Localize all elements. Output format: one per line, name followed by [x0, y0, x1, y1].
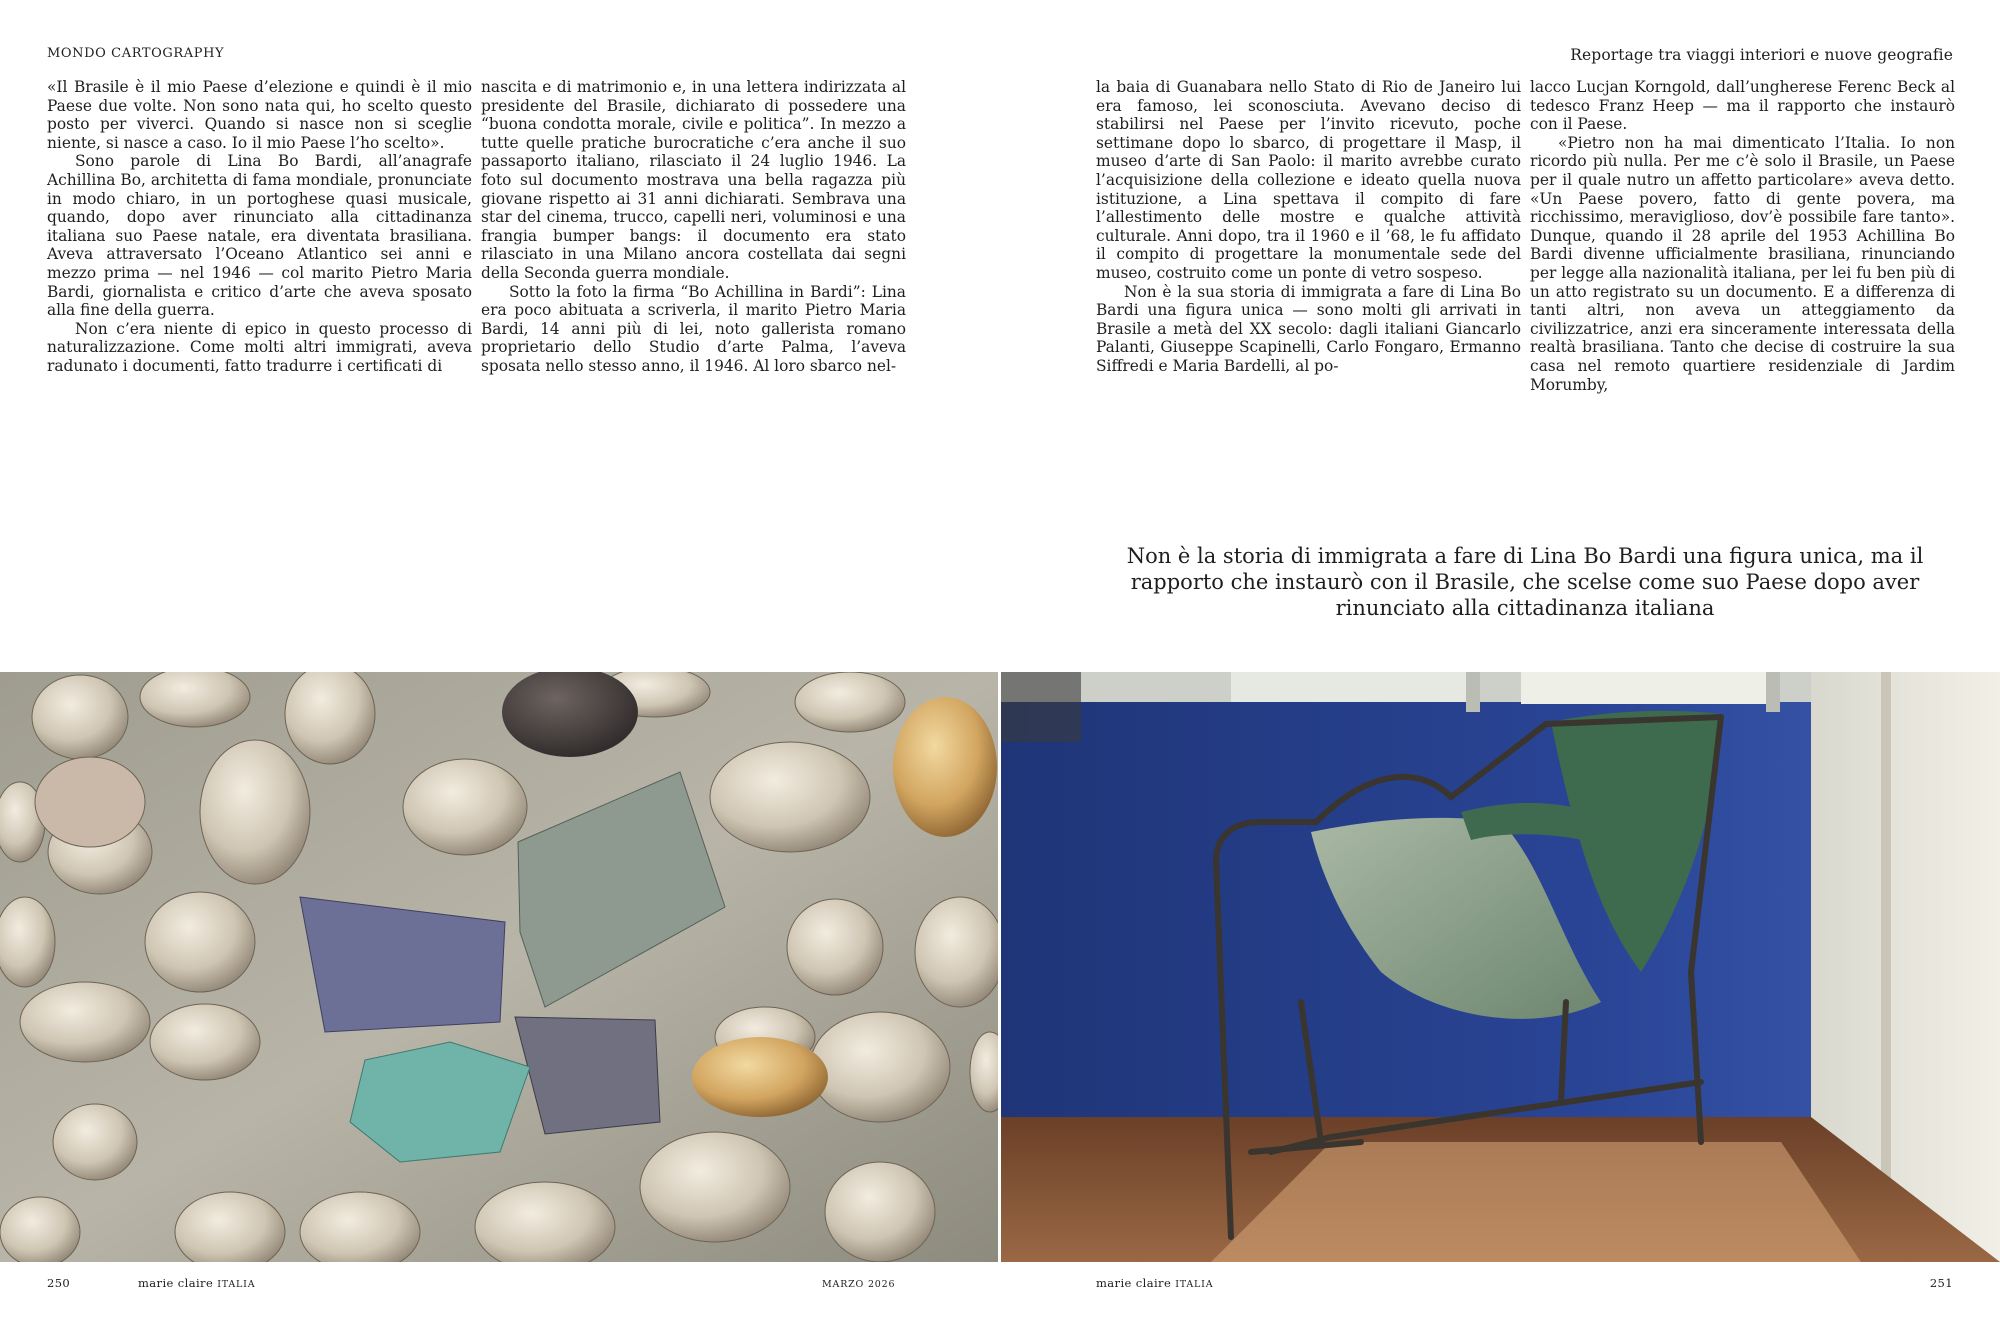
text-column-1	[47, 78, 472, 376]
paragraph: Sono parole di Lina Bo Bardi, all’anagrafe Achillina Bo, architetta di fama mondiale, pronunciate in modo chiaro, in un portoghese quasi musicale, quando, dopo aver rinunciato alla cittadinanza italiana suo Paese natale, era diventata brasiliana. Aveva attraversato l’Oceano Atlantico sei anni e mezzo prima — nel 1946 — col marito Pietro Maria Bardi, giornalista e critico d’arte che aveva sposato alla fine della guerra.	[47, 152, 472, 320]
magazine-edition: ITALIA	[217, 1279, 256, 1290]
paragraph: Sotto la foto la firma “Bo Achillina in Bardi”: Lina era poco abituata a scriverla, il marito Pietro Maria Bardi, 14 anni più di lei, noto gallerista romano proprietario dello Studio d’arte Palma, l’aveva sposata nello stesso anno, il 1946. Al loro sbarco nel-	[481, 282, 906, 375]
page-number-right: 251	[1929, 1276, 1953, 1290]
issue-date-text: MARZO 2026	[822, 1279, 896, 1290]
text-column-4	[1530, 78, 1955, 394]
paragraph: la baia di Guanabara nello Stato di Rio de Janeiro lui era famoso, lei sconosciuta. Avevano deciso di stabilirsi nel Paese per l’invito ricevuto, poche settimane dopo lo sbarco, di progettare il Masp, il museo d’arte di San Paolo: il marito avrebbe curato l’acquisizione della collezione e ideato quella nuova istituzione, a Lina spettava il compito di fare l’allestimento delle mostre e qualche attività culturale. Anni dopo, tra il 1960 e il ’68, le fu affidato il compito di progettare la monumentale sede del museo, costruito come un ponte di vetro sospeso.	[1096, 78, 1521, 282]
photo-pebbles-tiles	[0, 672, 998, 1262]
paragraph: «Il Brasile è il mio Paese d’elezione e quindi è il mio Paese due volte. Non sono nata qui, ho scelto questo posto per viverci. Quando si nasce non si sceglie niente, si nasce a caso. Io il mio Paese l’ho scelto».	[47, 78, 472, 152]
issue-date	[822, 1276, 895, 1290]
magazine-name: marie claire	[1096, 1276, 1172, 1290]
paragraph: Non è la sua storia di immigrata a fare di Lina Bo Bardi una figura unica — sono molti gli arrivati in Brasile a metà del XX secolo: dagli italiani Giancarlo Palanti, Giuseppe Scapinelli, Carlo Fongaro, Ermanno Siffredi e Maria Bardelli, al po-	[1096, 282, 1521, 375]
paragraph: Non c’era niente di epico in questo processo di naturalizzazione. Come molti altri immigrati, aveva radunato i documenti, fatto tradurre i certificati di	[47, 319, 472, 375]
pull-quote: Non è la storia di immigrata a fare di Lina Bo Bardi una figura unica, ma il rapporto che instaurò con il Brasile, che scelse come suo Paese dopo aver rinunciato alla cittadinanza italiana	[1126, 544, 1924, 620]
magazine-edition: ITALIA	[1175, 1279, 1214, 1290]
running-subtitle: Reportage tra viaggi interiori e nuove geografie	[1570, 46, 1953, 64]
magazine-name-left	[138, 1276, 255, 1290]
paragraph: lacco Lucjan Korngold, dall’ungherese Ferenc Beck al tedesco Franz Heep — ma il rapporto che instaurò con il Paese.	[1530, 78, 1955, 134]
text-column-3	[1096, 78, 1521, 376]
text-column-2	[481, 78, 906, 376]
photo-bo-bardi-chair	[1001, 672, 2000, 1262]
magazine-name-right	[1096, 1276, 1213, 1290]
page-number-left: 250	[47, 1276, 71, 1290]
paragraph: «Pietro non ha mai dimenticato l’Italia. Io non ricordo più nulla. Per me c’è solo il Brasile, un Paese per il quale nutro un affetto particolare» aveva detto. «Un Paese povero, fatto di gente povera, ma ricchissimo, meraviglioso, dov’è possibile fare tanto». Dunque, quando il 28 aprile del 1953 Achillina Bo Bardi divenne ufficialmente brasiliana, rinunciando per legge alla nazionalità italiana, per lei fu ben più di un atto registrato su un documento. E a differenza di tanti altri, non aveva un atteggiamento da civilizzatrice, anzi era sinceramente interessata della realtà brasiliana. Tanto che decise di costruire la sua casa nel remoto quartiere residenziale di Jardim Morumby,	[1530, 133, 1955, 394]
paragraph: nascita e di matrimonio e, in una lettera indirizzata al presidente del Brasile, dichiarato di possedere una “buona condotta morale, civile e politica”. In mezzo a tutte quelle pratiche burocratiche c’era anche il suo passaporto italiano, rilasciato il 24 luglio 1946. La foto sul documento mostrava una bella ragazza più giovane rispetto ai 31 anni dichiarati. Sembrava una star del cinema, trucco, capelli neri, voluminosi e una frangia bumper bangs: il documento era stato rilasciato in una Milano ancora costellata dai segni della Seconda guerra mondiale.	[481, 78, 906, 282]
magazine-name: marie claire	[138, 1276, 214, 1290]
section-label: MONDO CARTOGRAPHY	[47, 46, 225, 61]
